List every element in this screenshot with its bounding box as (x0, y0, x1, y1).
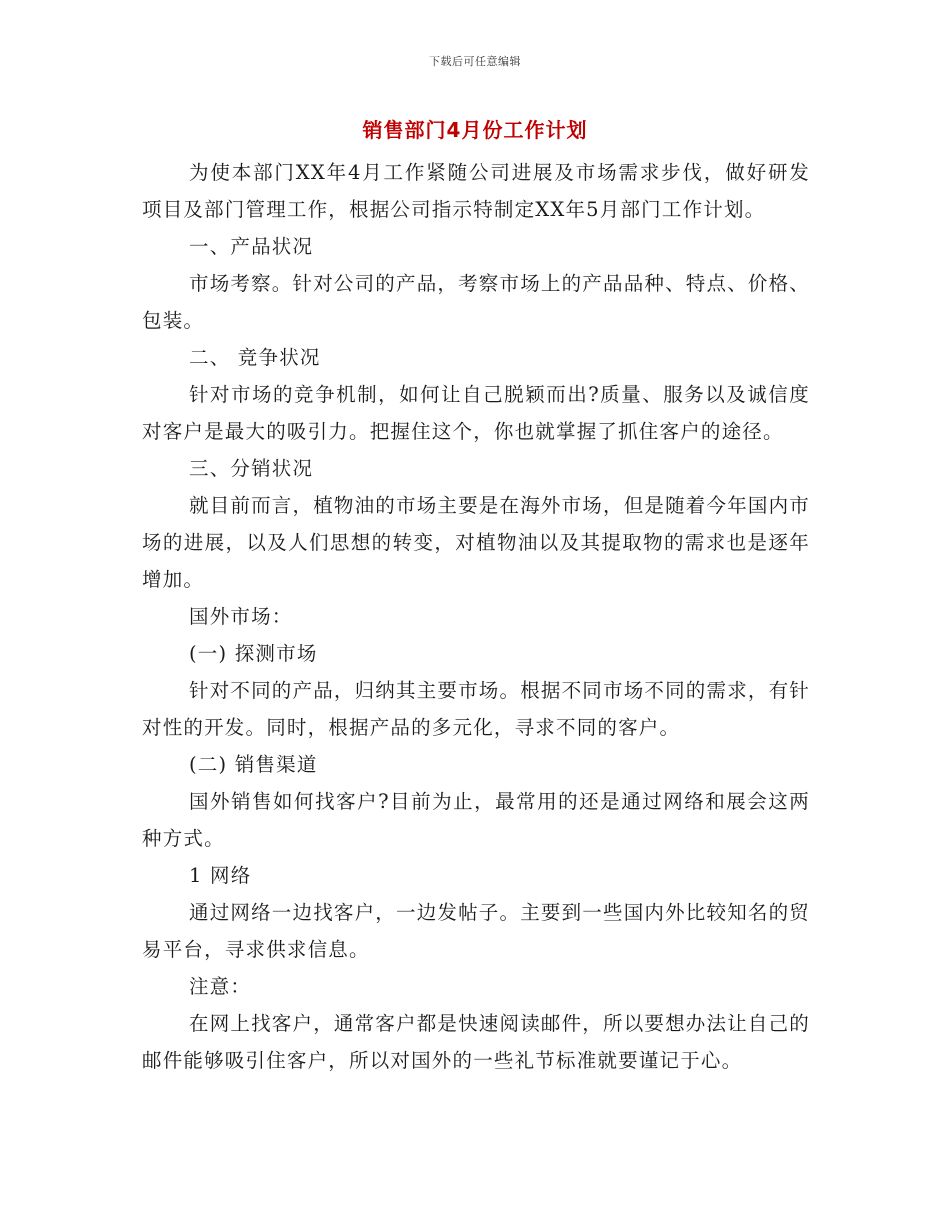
page-header-note: 下载后可任意编辑 (429, 55, 521, 68)
document-body (142, 154, 810, 1079)
subheading-explore-market: (一) 探测市场 (189, 642, 318, 665)
section-heading-product: 一、产品状况 (189, 235, 314, 258)
paragraph-distribution: 就目前而言，植物油的市场主要是在海外市场，但是随着今年国内市场的进展，以及人们思想的转变，对植物油以及其提取物的需求也是逐年增加。 (142, 494, 811, 591)
paragraph-network: 通过网络一边找客户，一边发帖子。主要到一些国内外比较知名的贸易平台，寻求供求信息。 (142, 901, 811, 961)
paragraph-competition: 针对市场的竞争机制，如何让自己脱颖而出?质量、服务以及诚信度对客户是最大的吸引力。把握住这个，你也就掌握了抓住客户的途径。 (142, 383, 810, 443)
document-title: 销售部门4月份工作计划 (362, 118, 588, 142)
subheading-sales-channels: (二) 销售渠道 (189, 753, 318, 776)
paragraph-explore-market: 针对不同的产品，归纳其主要市场。根据不同市场不同的需求，有针对性的开发。同时，根据产品的多元化，寻求不同的客户。 (142, 679, 811, 739)
section-heading-distribution: 三、分销状况 (189, 457, 314, 480)
section-heading-competition: 二、 竞争状况 (189, 346, 321, 369)
subheading-foreign-market: 国外市场： (189, 605, 293, 628)
paragraph-intro: 为使本部门XX年4月工作紧随公司进展及市场需求步伐，做好研发项目及部门管理工作，根据公司指示特制定XX年5月部门工作计划。 (142, 161, 810, 221)
paragraph-sales-channels: 国外销售如何找客户?目前为止，最常用的还是通过网络和展会这两种方式。 (142, 790, 810, 850)
subheading-network: 1 网络 (189, 864, 252, 887)
subheading-note: 注意： (189, 975, 252, 998)
paragraph-product: 市场考察。针对公司的产品，考察市场上的产品品种、特点、价格、包装。 (142, 272, 811, 332)
paragraph-note: 在网上找客户，通常客户都是快速阅读邮件，所以要想办法让自己的邮件能够吸引住客户，所以对国外的一些礼节标准就要谨记于心。 (142, 1012, 811, 1072)
